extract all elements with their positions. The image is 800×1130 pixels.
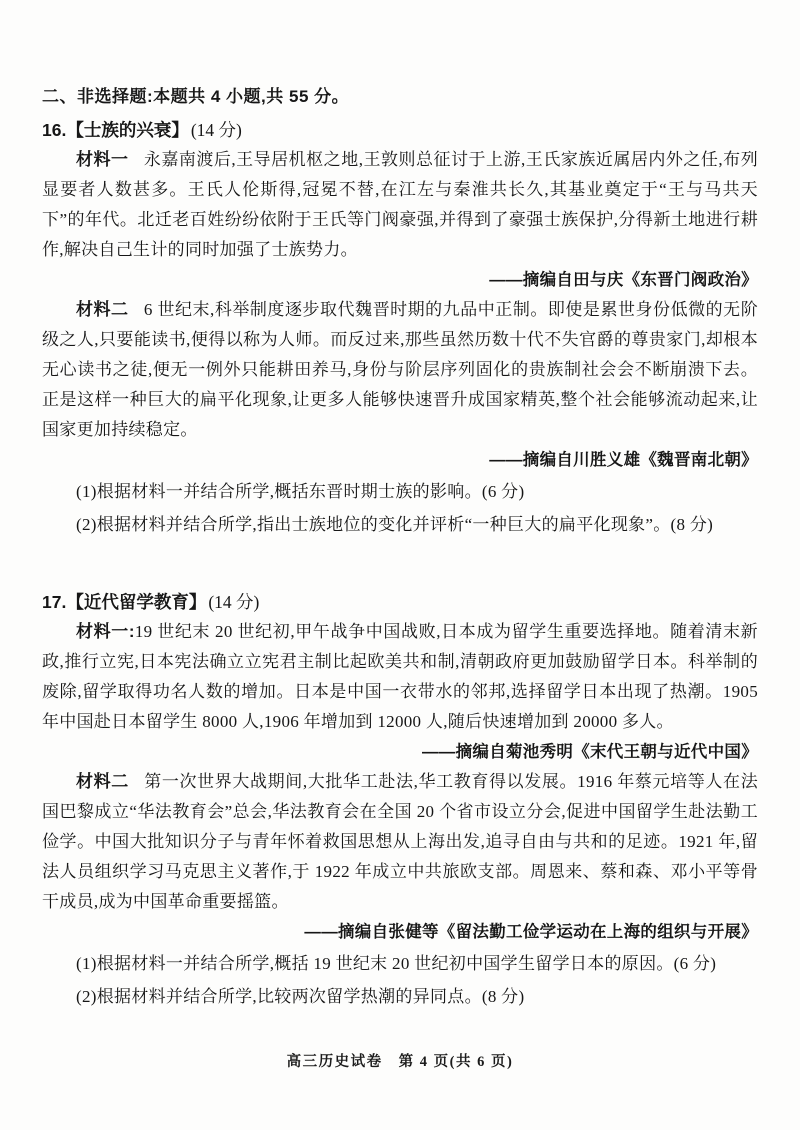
q16-material-2-text: 6 世纪末,科举制度逐步取代魏晋时期的九品中正制。即使是累世身份低微的无阶级之人,只要能读书,便得以称为人师。而反过来,那些虽然历数十代不失官爵的尊贵家门,却根本无心读书之徒,便无一例外只能耕田养马,身份与阶层序列固化的贵族制社会会不断崩溃下去。正是这样一种巨大的扁平化现象,让更多人能够快速晋升成国家精英,整个社会能够流动起来,让国家更加持续稳定。 [42, 300, 758, 439]
question-16-number: 16. [42, 120, 67, 140]
q17-material-1-text: 19 世纪末 20 世纪初,甲午战争中国战败,日本成为留学生重要选择地。随着清末新政,推行立宪,日本宪法确立立宪君主制比起欧美共和制,清朝政府更加鼓励留学日本。科举制的废除,留学取得功名人数的增加。日本是中国一衣带水的邻邦,选择留学日本出现了热潮。1905 年中国赴日本留学生 8000 人,1906 年增加到 12000 人,随后快速增加到 20000 多人。 [42, 622, 758, 731]
question-17-points: (14 分) [208, 592, 260, 612]
q17-material-1-citation: ——摘编自菊池秀明《末代王朝与近代中国》 [422, 743, 758, 761]
q16-subquestion-2: (2)根据材料并结合所学,指出士族地位的变化并评析“一种巨大的扁平化现象”。(8 分) [76, 515, 714, 534]
question-16 [42, 115, 758, 541]
q17-material-1-label: 材料一: [76, 622, 135, 641]
question-16-points: (14 分) [190, 120, 242, 140]
q16-material-2-citation: ——摘编自川胜义雄《魏晋南北朝》 [489, 451, 758, 469]
q16-material-2-label: 材料二 [76, 300, 129, 319]
q17-material-2-citation: ——摘编自张健等《留法勤工俭学运动在上海的组织与开展》 [304, 923, 758, 941]
q16-subquestion-1: (1)根据材料一并结合所学,概括东晋时期士族的影响。(6 分) [76, 482, 525, 501]
q16-material-1 [42, 145, 758, 265]
question-16-title: 【士族的兴衰】 [66, 120, 189, 140]
question-17-heading [42, 587, 758, 617]
question-17-number: 17. [42, 592, 67, 612]
q17-material-2-text: 第一次世界大战期间,大批华工赴法,华工教育得以发展。1916 年蔡元培等人在法国巴黎成立“华法教育会”总会,华法教育会在全国 20 个省市设立分会,促进中国留学生赴法勤工俭学。中国大批知识分子与青年怀着救国思想从上海出发,追寻自由与共和的足迹。1921 年,留法人员组织学习马克思主义著作,于 1922 年成立中共旅欧支部。周恩来、蔡和森、邓小平等骨干成员,成为中国革命重要摇篮。 [42, 772, 758, 911]
question-17-title: 【近代留学教育】 [66, 592, 207, 612]
q16-material-1-citation: ——摘编自田与庆《东晋门阀政治》 [489, 271, 758, 289]
page-footer: 高三历史试卷 第 4 页(共 6 页) [286, 1054, 514, 1070]
q17-subquestion-1: (1)根据材料一并结合所学,概括 19 世纪末 20 世纪初中国学生留学日本的原因。(6 分) [76, 954, 717, 973]
q16-material-2 [42, 295, 758, 445]
question-16-heading [42, 115, 758, 145]
q17-material-2 [42, 767, 758, 917]
q16-material-1-text: 永嘉南渡后,王导居机枢之地,王敦则总征讨于上游,王氏家族近属居内外之任,布列显要者人数甚多。王氏人伦斯得,冠冕不替,在江左与秦淮共长久,其基业奠定于“王与马共天下”的年代。北迁老百姓纷纷依附于王氏等门阀豪强,并得到了豪强士族保护,分得新土地进行耕作,解决自己生计的同时加强了士族势力。 [42, 150, 758, 259]
q16-material-1-label: 材料一 [76, 150, 129, 169]
q17-material-2-label: 材料二 [76, 772, 129, 791]
q17-subquestion-2: (2)根据材料并结合所学,比较两次留学热潮的异同点。(8 分) [76, 987, 525, 1006]
question-17 [42, 587, 758, 1013]
q17-material-1 [42, 617, 758, 737]
section-header: 二、非选择题:本题共 4 小题,共 55 分。 [42, 87, 350, 106]
